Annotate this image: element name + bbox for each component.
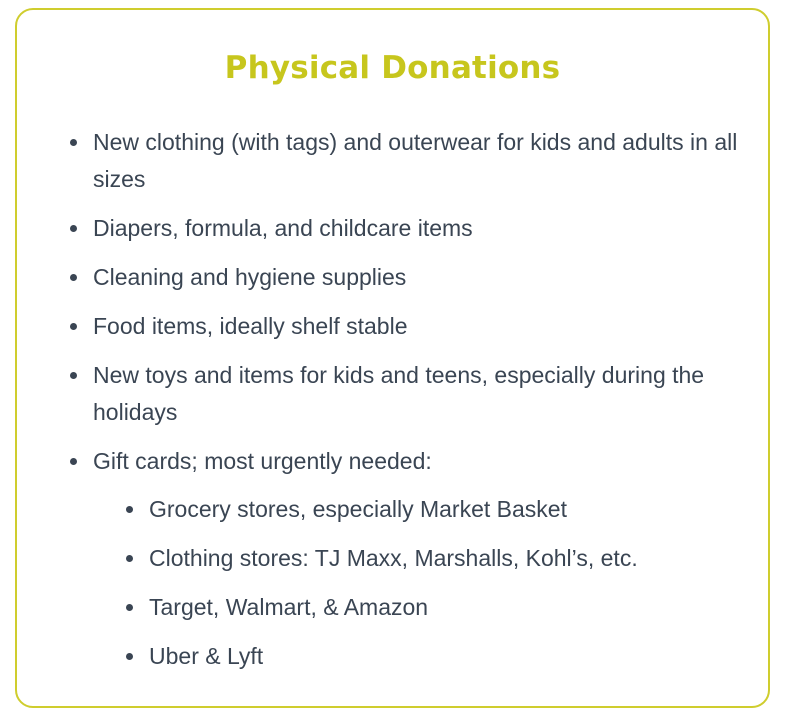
subitem-retail: Target, Walmart, & Amazon <box>124 589 748 626</box>
list-item-cleaning: Cleaning and hygiene supplies <box>68 259 748 296</box>
donations-card <box>15 8 770 708</box>
gift-card-sublist <box>124 491 748 675</box>
list-item-food: Food items, ideally shelf stable <box>68 308 748 345</box>
card-title: Physical Donations <box>224 50 561 86</box>
subitem-rideshare: Uber & Lyft <box>124 638 748 675</box>
subitem-grocery: Grocery stores, especially Market Basket <box>124 491 748 528</box>
donation-list <box>68 124 748 687</box>
gift-cards-label: Gift cards; most urgently needed: <box>93 448 432 474</box>
list-item-gift-cards <box>68 443 748 675</box>
list-item-diapers: Diapers, formula, and childcare items <box>68 210 748 247</box>
list-item-clothing: New clothing (with tags) and outerwear for kids and adults in all sizes <box>68 124 748 198</box>
list-item-toys: New toys and items for kids and teens, especially during the holidays <box>68 357 748 431</box>
subitem-clothing-stores: Clothing stores: TJ Maxx, Marshalls, Kohl’s, etc. <box>124 540 748 577</box>
